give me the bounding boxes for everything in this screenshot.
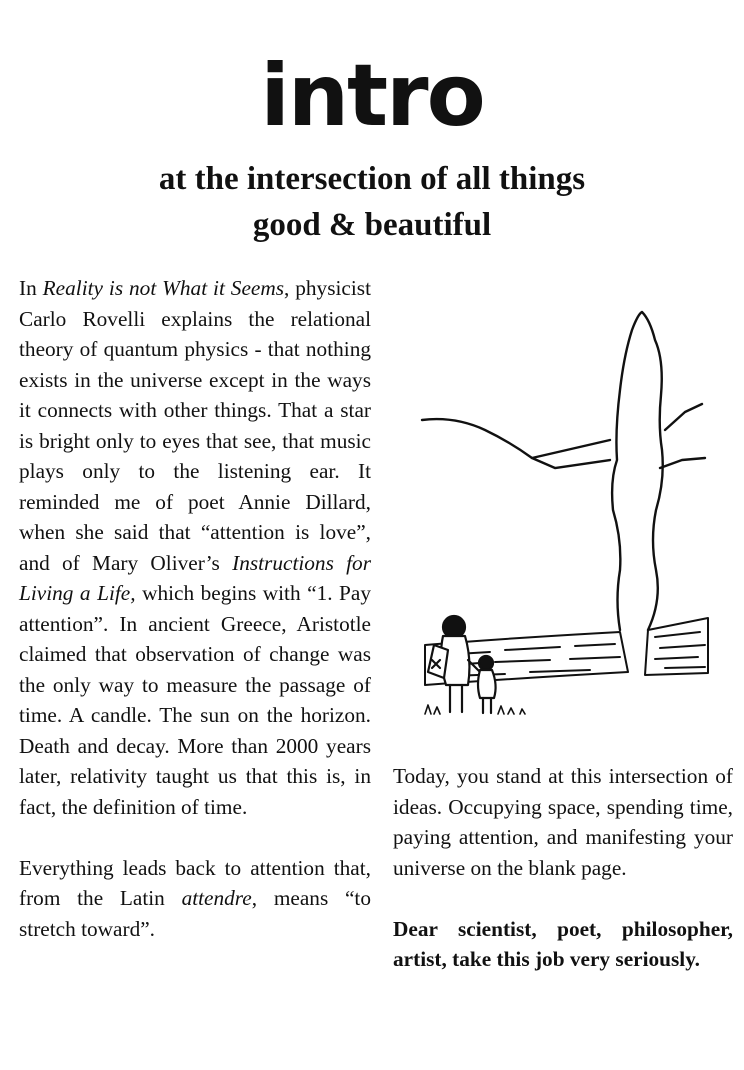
left-column [19,273,371,944]
adult-figure [428,616,480,712]
subtitle-line-2: good & beautiful [252,207,492,243]
text-run: which begins with “1. Pay attention”. In ancient Greece, Aristotle claimed that observation of change was the only way to measure the passage of time. A candle. The sun on the horizon. Death and decay. More than 2000 years later, relativity taught us that this is, in fact, the definition of time. [19,581,371,819]
illustration-standing-stone [410,300,720,730]
closing-statement: Dear scientist, poet, philosopher, artist, take this job very seriously. [393,916,733,971]
text-run: , means “to stretch toward”. [19,886,371,941]
horizon-line [532,458,610,468]
text-run: , physicist Carlo Rovelli explains the relational theory of quantum physics - that nothing exists in the universe except in the ways it connects with other things. That a star is bright only to eyes that see, that music plays only to the listening ear. It reminded me of poet Annie Dillard, when she said that “attention is love”, and of Mary Oliver’s [19,276,371,575]
child-figure [478,656,496,713]
intro-paragraph [19,273,371,822]
horizon-line [422,419,610,458]
page-subtitle [0,156,744,248]
page-title: intro [260,46,484,146]
today-paragraph: Today, you stand at this intersection of ideas. Occupying space, spending time, paying attention, and manifesting your universe on the blank page. [393,764,733,880]
horizon-line [665,404,702,430]
right-column [393,761,733,975]
subtitle-line-1: at the intersection of all things [158,161,586,197]
grass [425,705,525,714]
attention-paragraph [19,853,371,945]
latin-word: attendre [181,886,252,910]
text-run: Everything leads back to attention that, from the Latin [19,855,371,910]
book-title: Reality is not What it Seems [42,276,285,300]
standing-stone [612,312,663,630]
book-title: Instructions for Living a Life, [19,550,371,605]
text-run: In [19,276,43,300]
horizon-line [660,458,705,468]
